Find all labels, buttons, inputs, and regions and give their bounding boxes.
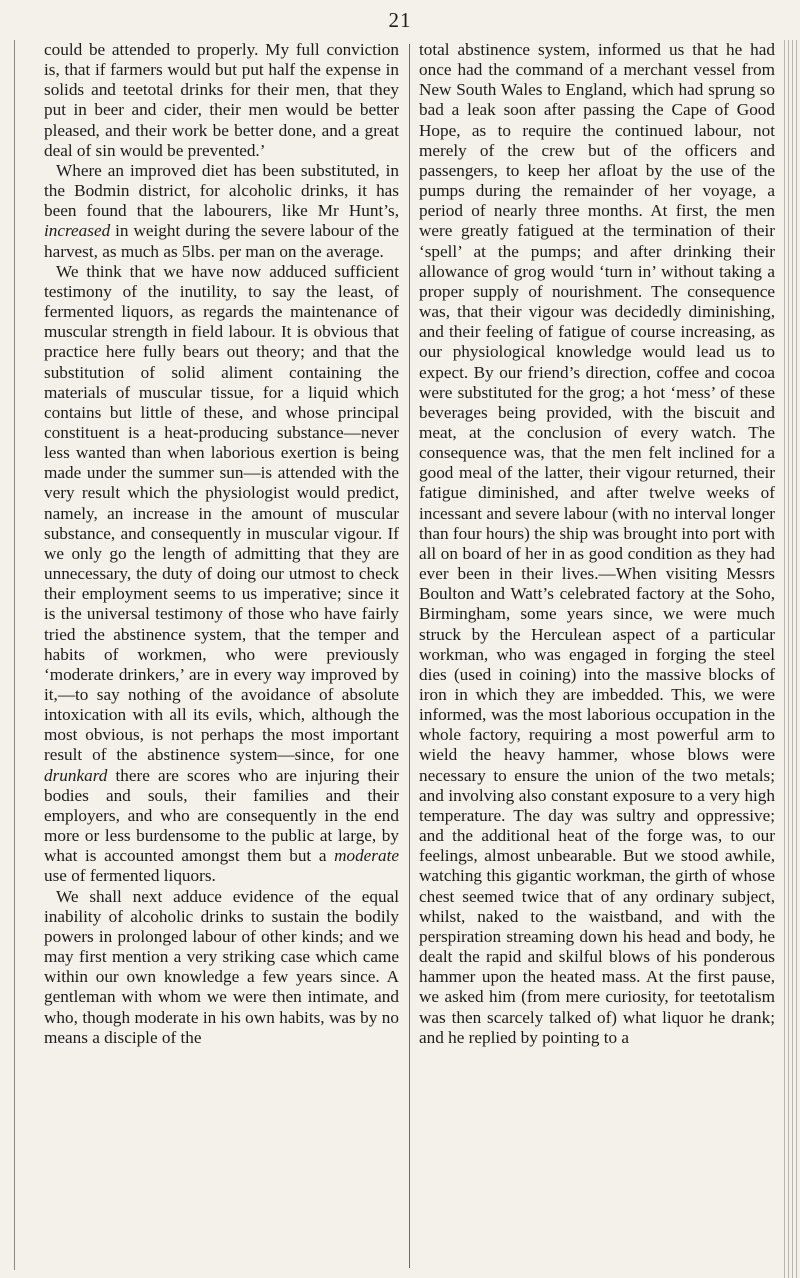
text-run: use of fermented liquors. (44, 866, 216, 886)
text-run: We think that we have now adduced sufficient testimony of the inutility, to say the least, of fermented liquors, as regards the maintenance of muscular strength in field labour. It is obvious that practice here fully bears out theory; and that the substitution of solid aliment containing the materials of muscular tissue, for a liquid which contains but little of these, and whose principal constituent is a heat-producing substance—never less wanted than when laborious exertion is being made under the summer sun—is attended with the very result which the physiologist would predict, namely, an increase in the amount of muscular substance, and consequently in muscular vigour. If we only go the length of admitting that they are unnecessary, the duty of doing our utmost to check their employment seems to us imperative; since it is the universal testimony of those who have fairly tried the abstinence system, that the temper and habits of workmen, who were previously ‘moderate drinkers,’ are in every way improved by it,—to say nothing of the avoidance of absolute intoxication with all its evils, which, although the most obvious, is not perhaps the most important result of the abstinence system—since, for one (44, 261, 399, 765)
left-column (44, 40, 399, 1048)
page-number: 21 (388, 8, 412, 32)
paragraph: could be attended to properly. My full conviction is, that if farmers would but put half the expense in solids and teetotal drinks for their men, that they put in beer and cider, their men would be better pleased, and their work be better done, and a great deal of sin would be prevented.’ (44, 40, 399, 160)
text-run: Where an improved diet has been substituted, in the Bodmin district, for alcoholic drinks, it has been found that the labourers, like Mr Hunt’s, (44, 160, 399, 221)
emphasis: drunkard (44, 765, 108, 785)
emphasis: moderate (334, 846, 399, 866)
text-run: there are scores who are injuring their bodies and souls, their families and their employers, and who are consequently in the end more or less burdensome to the public at large, by what is accounted amongst them but a (44, 765, 399, 866)
left-margin-rule (14, 40, 15, 1270)
paragraph (44, 161, 399, 262)
page-edge-texture (784, 40, 798, 1278)
paragraph (44, 262, 399, 887)
column-divider (409, 44, 410, 1268)
paragraph: total abstinence system, informed us that he had once had the command of a merchant vessel from New South Wales to England, which had sprung so bad a leak soon after passing the Cape of Good Hope, as to require the continued labour, not merely of the crew but of the officers and passengers, to keep her afloat by the use of the pumps during the remainder of her voyage, a period of nearly three months. At first, the men were greatly fatigued at the termination of their ‘spell’ at the pumps; and after drinking their allowance of grog would ‘turn in’ without taking a proper supply of nourishment. The consequence was, that their vigour was decidedly diminishing, and their feeling of fatigue of course increasing, as our physiological knowledge would lead us to expect. By our friend’s direction, coffee and cocoa were substituted for the grog; a hot ‘mess’ of these beverages being provided, with the biscuit and meat, at the conclusion of every watch. The consequence was, that the men felt inclined for a good meal of the latter, their vigour returned, their fatigue diminished, and after twelve weeks of incessant and severe labour (with no interval longer than four hours) the ship was brought into port with all on board of her in as good condition as they had ever been in their lives.—When visiting Messrs Boulton and Watt’s celebrated factory at the Soho, Birmingham, some years since, we were much struck by the Herculean aspect of a particular workman, who was engaged in forging the steel dies (used in coining) into the massive blocks of iron in which they are imbedded. This, we were informed, was the most laborious occupation in the whole factory, requiring a most powerful arm to wield the heavy hammer, whose blows were necessary to ensure the union of the two metals; and involving also constant exposure to a very high temperature. The day was sultry and oppressive; and the additional heat of the forge was, to our feelings, almost unbearable. But we stood awhile, watching this gigantic workman, the girth of whose chest seemed twice that of any ordinary subject, whilst, naked to the waistband, and with the perspiration streaming down his head and body, he dealt the rapid and skilful blows of his ponderous hammer upon the heated mass. At the first pause, we asked him (from mere curiosity, for teetotalism was then scarcely talked of) what liquor he drank; and he replied by pointing to a (419, 40, 775, 1047)
emphasis: increased (44, 221, 111, 241)
right-column (419, 40, 775, 1048)
text-run: in weight during the severe labour of the harvest, as much as 5lbs. per man on the average. (44, 221, 400, 261)
paragraph: We shall next adduce evidence of the equal inability of alcoholic drinks to sustain the bodily powers in prolonged labour of other kinds; and we may first mention a very striking case which came within our own knowledge a few years since. A gentleman with whom we were then intimate, and who, though moderate in his own habits, was by no means a disciple of the (44, 886, 399, 1047)
